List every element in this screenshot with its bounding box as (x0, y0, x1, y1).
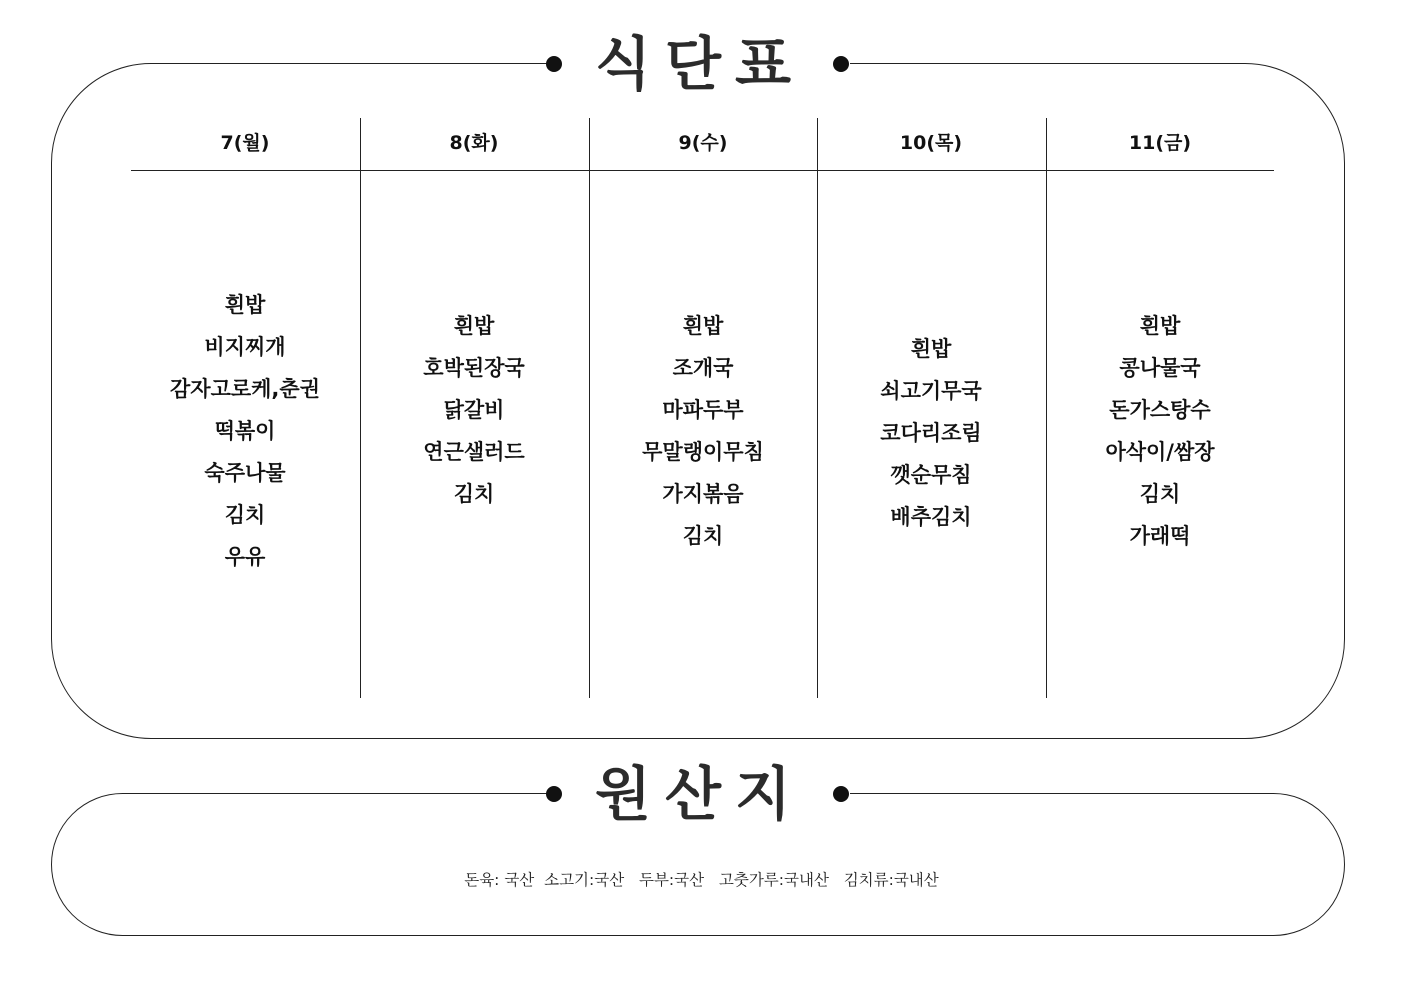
menu-item: 무말랭이무침 (642, 440, 764, 464)
day-header-tue: 8(화) (449, 132, 499, 154)
menu-item: 숙주나물 (204, 461, 286, 485)
menu-column-tue (360, 305, 588, 515)
menu-item: 아삭이/쌈장 (1105, 440, 1215, 464)
menu-item: 김치 (453, 482, 495, 506)
origin-info-text: 돈육: 국산 소고기:국산 두부:국산 고춧가루:국내산 김치류:국내산 (464, 871, 939, 889)
menu-item: 감자고로케,춘권 (170, 377, 320, 401)
origin-title: 원산지 (594, 760, 806, 828)
menu-column-wed (589, 305, 817, 557)
day-header-fri: 11(금) (1128, 132, 1192, 154)
menu-item: 마파두부 (662, 398, 744, 422)
menu-item: 연근샐러드 (423, 440, 525, 464)
menu-item: 가지볶음 (662, 482, 744, 506)
menu-item: 조개국 (672, 356, 734, 380)
menu-item: 흰밥 (224, 293, 266, 317)
menu-item: 김치 (1139, 482, 1181, 506)
bullet-dot-icon (833, 56, 849, 72)
menu-item: 호박된장국 (423, 356, 525, 380)
menu-item: 떡볶이 (214, 419, 276, 443)
bullet-dot-icon (546, 786, 562, 802)
menu-item: 김치 (224, 503, 266, 527)
menu-title: 식단표 (594, 30, 806, 98)
menu-item: 쇠고기무국 (880, 379, 982, 403)
menu-item: 흰밥 (1139, 314, 1181, 338)
menu-item: 흰밥 (910, 337, 952, 361)
menu-column-thu (817, 328, 1045, 538)
menu-column-fri (1046, 305, 1274, 557)
day-header-wed: 9(수) (678, 132, 728, 154)
menu-item: 가래떡 (1129, 524, 1191, 548)
menu-item: 김치 (682, 524, 724, 548)
menu-item: 닭갈비 (443, 398, 505, 422)
menu-title-banner (550, 32, 850, 96)
bullet-dot-icon (546, 56, 562, 72)
menu-item: 흰밥 (453, 314, 495, 338)
menu-item: 코다리조림 (880, 421, 982, 445)
menu-item: 비지찌개 (204, 335, 286, 359)
origin-title-banner (550, 762, 850, 826)
header-divider (131, 170, 1274, 171)
bullet-dot-icon (833, 786, 849, 802)
day-header-thu: 10(목) (899, 132, 963, 154)
menu-item: 콩나물국 (1119, 356, 1201, 380)
menu-column-mon (131, 284, 359, 578)
day-header-mon: 7(월) (220, 132, 270, 154)
menu-item: 돈가스탕수 (1109, 398, 1211, 422)
menu-item: 배추김치 (890, 505, 972, 529)
menu-item: 깻순무침 (890, 463, 972, 487)
menu-item: 우유 (224, 545, 266, 569)
menu-item: 흰밥 (682, 314, 724, 338)
